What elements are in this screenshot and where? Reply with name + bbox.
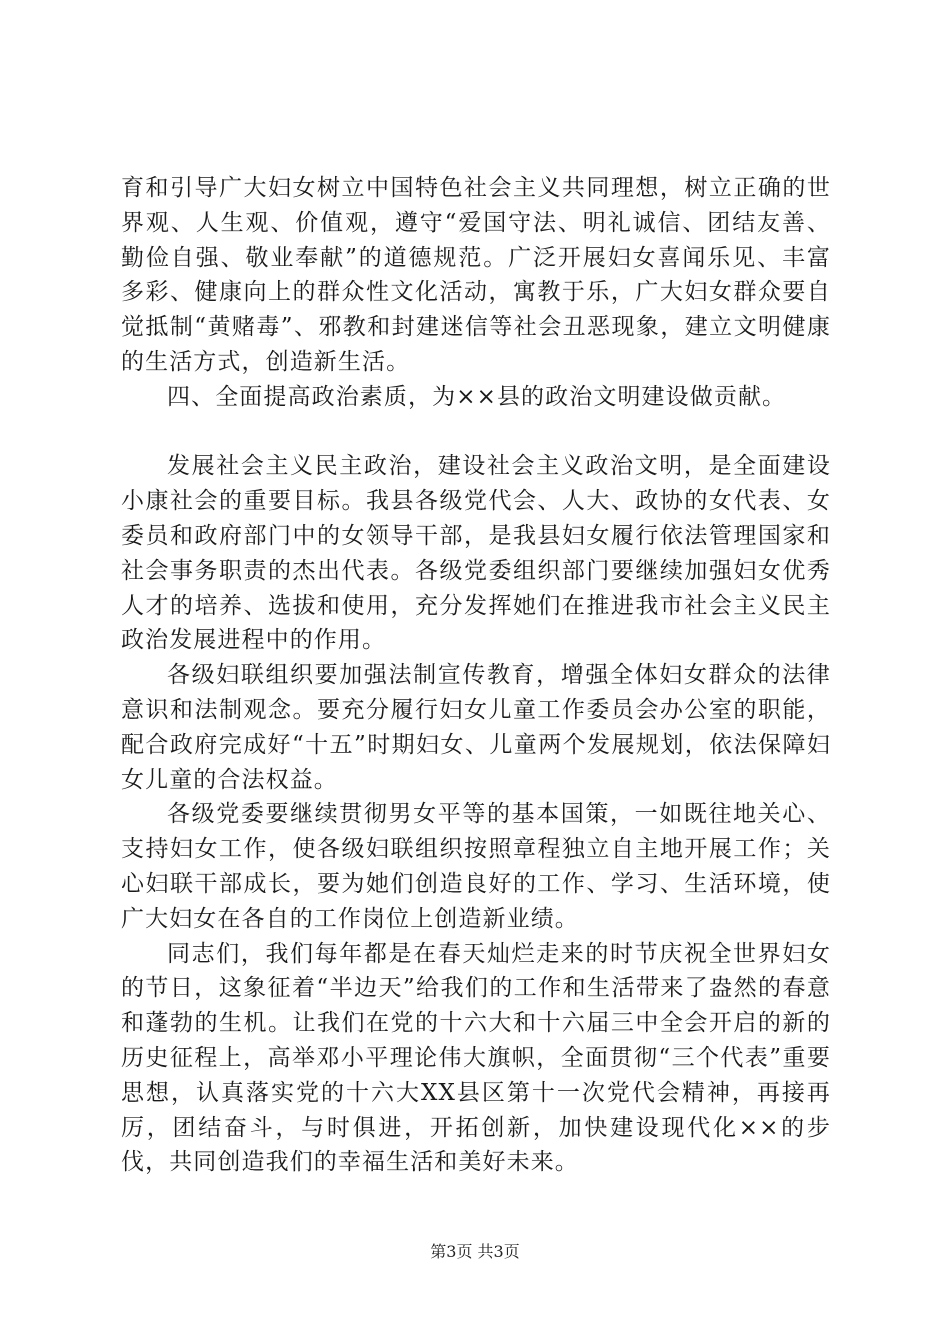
paragraph: 同志们，我们每年都是在春天灿烂走来的时节庆祝全世界妇女的节日，这象征着“半边天”给我们的工作和生活带来了盎然的春意和蓬勃的生机。让我们在党的十六大和十六届三中全会开启的新的历史征程上，高举邓小平理论伟大旗帜，全面贯彻“三个代表”重要思想，认真落实党的十六大XX县区第十一次党代会精神，再接再厉，团结奋斗，与时俱进，开拓创新，加快建设现代化××的步伐，共同创造我们的幸福生活和美好未来。 xyxy=(121,940,831,1176)
paragraph: 各级党委要继续贯彻男女平等的基本国策，一如既往地关心、支持妇女工作，使各级妇联组织按照章程独立自主地开展工作；关心妇联干部成长，要为她们创造良好的工作、学习、生活环境，使广大妇女在各自的工作岗位上创造新业绩。 xyxy=(121,801,831,932)
paragraph: 发展社会主义民主政治，建设社会主义政治文明，是全面建设小康社会的重要目标。我县各级党代会、人大、政协的女代表、女委员和政府部门中的女领导干部，是我县妇女履行依法管理国家和社会事务职责的杰出代表。各级党委组织部门要继续加强妇女优秀人才的培养、选拔和使用，充分发挥她们在推进我市社会主义民主政治发展进程中的作用。 xyxy=(121,453,831,654)
paragraph-continuation: 育和引导广大妇女树立中国特色社会主义共同理想，树立正确的世界观、人生观、价值观，遵守“爱国守法、明礼诚信、团结友善、勤俭自强、敬业奉献”的道德规范。广泛开展妇女喜闻乐见、丰富多彩、健康向上的群众性文化活动，寓教于乐，广大妇女群众要自觉抵制“黄赌毒”、邪教和封建迷信等社会丑恶现象，建立文明健康的生活方式，创造新生活。 xyxy=(121,175,831,375)
section-heading: 四、全面提高政治素质，为××县的政治文明建设做贡献。 xyxy=(167,383,787,410)
document-body xyxy=(121,171,831,1180)
page-number-footer: 第3页 共3页 xyxy=(430,1242,520,1261)
paragraph: 各级妇联组织要加强法制宣传教育，增强全体妇女群众的法律意识和法制观念。要充分履行妇女儿童工作委员会办公室的职能，配合政府完成好“十五”时期妇女、儿童两个发展规划，依法保障妇女儿童的合法权益。 xyxy=(121,662,831,793)
